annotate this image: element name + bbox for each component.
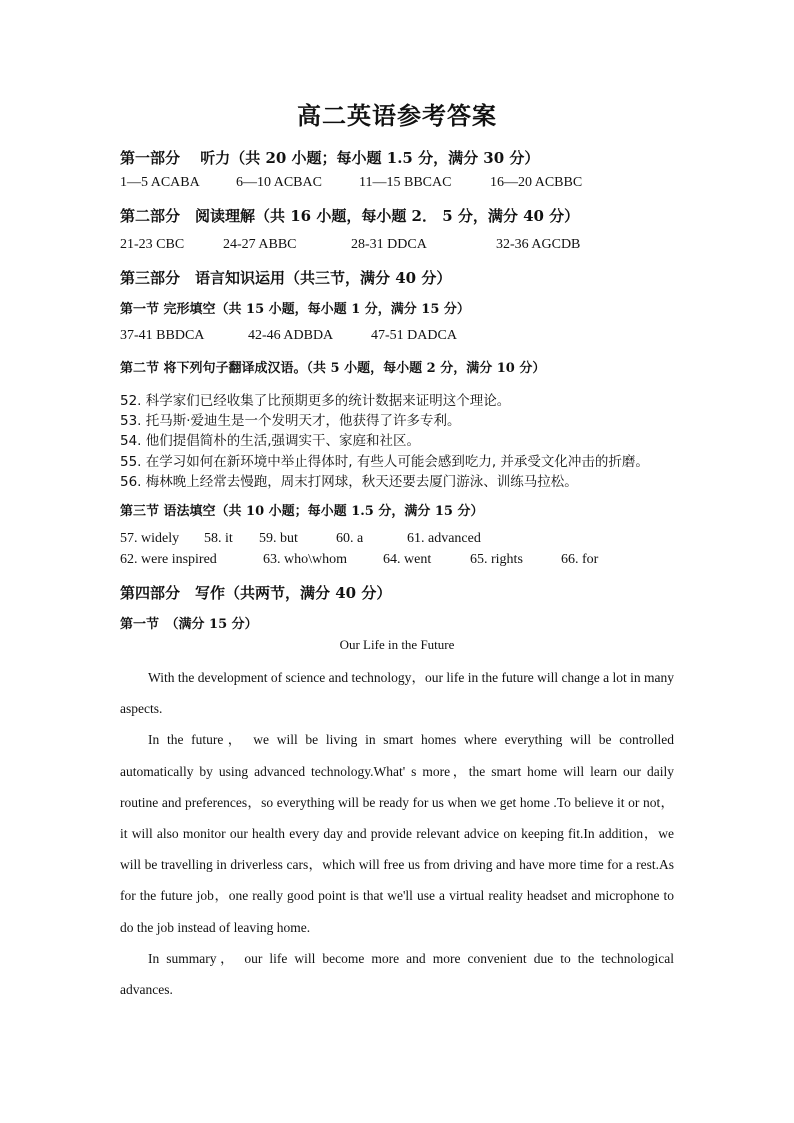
- part2-answer-4: 32-36 AGCDB: [496, 237, 581, 252]
- part1-answer-2: 6—10 ACBAC: [236, 175, 322, 190]
- essay-title: Our Life in the Future: [339, 637, 455, 652]
- translation-sentence-52: 52. 科学家们已经收集了比预期更多的统计数据来证明这个理论。: [120, 393, 511, 409]
- translation-sentence-54: 54. 他们提倡简朴的生活,强调实干、家庭和社区。: [120, 433, 421, 449]
- part1-answer-3: 11—15 BBCAC: [359, 175, 452, 190]
- grammar-answer-60: 60. a: [336, 531, 364, 546]
- part2-answer-1: 21-23 CBC: [120, 237, 185, 252]
- grammar-answer-62: 62. were inspired: [120, 552, 217, 567]
- part2-heading: 第二部分 阅读理解（共 16 小题，每小题 2． 5 分，满分 40 分）: [120, 207, 580, 225]
- grammar-answer-58: 58. it: [204, 531, 233, 546]
- essay-paragraph-3: In summary， our life will become more and more convenient due to the technological advances.: [120, 950, 674, 998]
- grammar-answer-64: 64. went: [383, 552, 432, 567]
- part3-section1-answer-3: 47-51 DADCA: [371, 328, 457, 343]
- page-title: 高二英语参考答案: [297, 101, 497, 130]
- part4-heading: 第四部分 写作（共两节，满分 40 分）: [120, 584, 392, 602]
- essay-paragraph-1: With the development of science and technology，our life in the future will change a lot in many aspects.: [120, 670, 674, 717]
- part2-answer-3: 28-31 DDCA: [351, 237, 427, 252]
- essay-paragraph-2: In the future， we will be living in smart homes where everything will be controlled automatically by using advanced technology.What' s more，the smart home will learn our daily routine and preferences，so everything will be ready for us when we get home .To believe it or not， it will also monitor our health every day and provide relevant advice on keeping fit.In addition，we will be travelling in driverless cars，which will free us from driving and have more time for a rest.As for the future job，one really good point is that we'll use a virtual reality headset and microphone to do the job instead of leaving home.: [120, 732, 674, 935]
- grammar-answer-63: 63. who\whom: [263, 552, 347, 567]
- model-essay: [120, 662, 674, 1005]
- part3-section1-answer-2: 42-46 ADBDA: [248, 328, 334, 343]
- part1-answer-1: 1—5 ACABA: [120, 175, 200, 190]
- grammar-answer-59: 59. but: [259, 531, 298, 546]
- grammar-answer-66: 66. for: [561, 552, 599, 567]
- part1-answer-4: 16—20 ACBBC: [490, 175, 583, 190]
- part3-section1-heading: 第一节 完形填空（共 15 小题，每小题 1 分，满分 15 分）: [120, 302, 470, 317]
- translation-sentence-56: 56. 梅林晚上经常去慢跑，周末打网球，秋天还要去厦门游泳、训练马拉松。: [120, 474, 578, 490]
- part3-section3-heading: 第三节 语法填空（共 10 小题；每小题 1.5 分，满分 15 分）: [120, 504, 484, 519]
- part4-section1-heading: 第一节 （满分 15 分）: [120, 617, 258, 632]
- part1-heading: 第一部分 听力（共 20 小题；每小题 1.5 分，满分 30 分）: [120, 149, 540, 167]
- translation-sentence-55: 55. 在学习如何在新环境中举止得体时, 有些人可能会感到吃力, 并承受文化冲击的折磨。: [120, 454, 649, 470]
- translation-sentence-53: 53. 托马斯·爱迪生是一个发明天才，他获得了许多专利。: [120, 413, 461, 429]
- part3-section1-answer-1: 37-41 BBDCA: [120, 328, 205, 343]
- grammar-answer-65: 65. rights: [470, 552, 523, 567]
- grammar-answer-57: 57. widely: [120, 531, 180, 546]
- grammar-answer-61: 61. advanced: [407, 531, 481, 546]
- part3-section2-heading: 第二节 将下列句子翻译成汉语。（共 5 小题，每小题 2 分，满分 10 分）: [120, 361, 546, 376]
- part2-answer-2: 24-27 ABBC: [223, 237, 297, 252]
- part3-heading: 第三部分 语言知识运用（共三节，满分 40 分）: [120, 269, 452, 287]
